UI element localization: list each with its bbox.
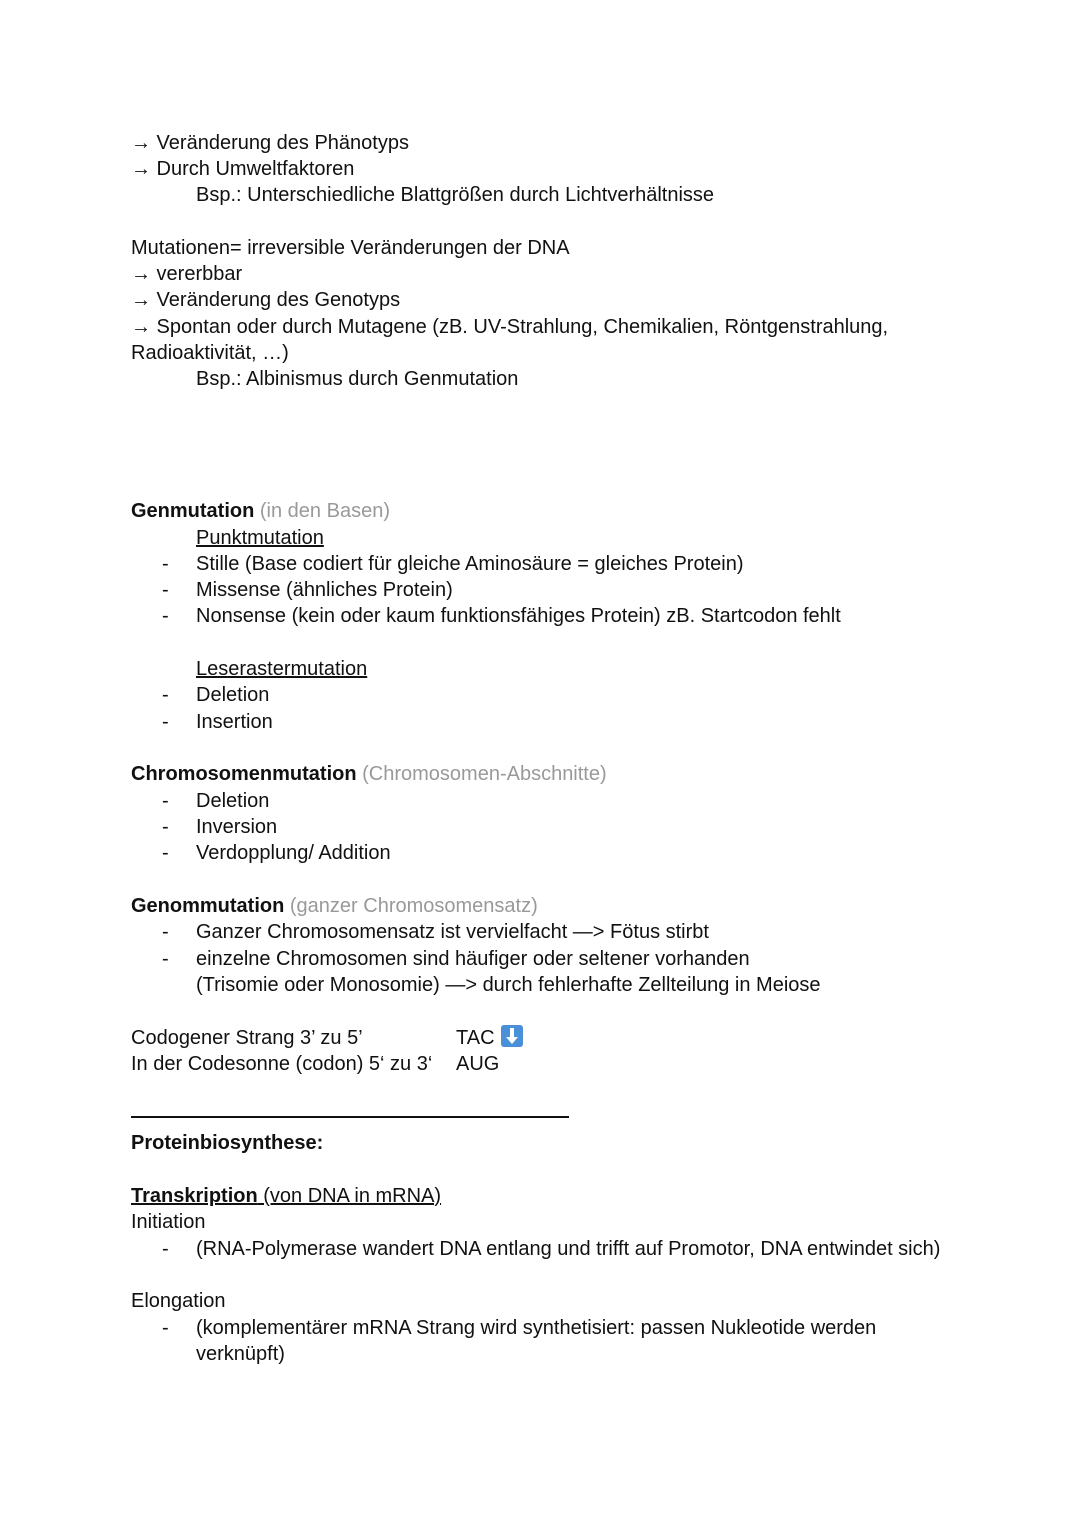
phenotype-line: → Veränderung des Phänotyps bbox=[131, 132, 409, 154]
list-dash: - bbox=[162, 579, 169, 601]
list-item: einzelne Chromosomen sind häufiger oder seltener vorhanden bbox=[196, 948, 750, 970]
down-arrow-icon bbox=[501, 1025, 523, 1047]
transkription-heading bbox=[131, 1183, 441, 1209]
list-dash: - bbox=[162, 816, 169, 838]
genommutation-heading bbox=[131, 893, 538, 919]
list-item: (komplementärer mRNA Strang wird synthetisiert: passen Nukleotide werden bbox=[196, 1317, 877, 1339]
list-item: Verdopplung/ Addition bbox=[196, 842, 391, 864]
codogenic-strand-value: TAC bbox=[456, 1027, 495, 1049]
chromosomenmutation-heading bbox=[131, 761, 607, 787]
mutagens-line: → Spontan oder durch Mutagene (zB. UV-Strahlung, Chemikalien, Röntgenstrahlung, bbox=[131, 316, 889, 338]
leserastermutation-heading: Leserastermutation bbox=[196, 658, 368, 680]
list-item: Deletion bbox=[196, 790, 270, 812]
list-dash: - bbox=[162, 790, 169, 812]
list-item: Deletion bbox=[196, 684, 270, 706]
initiation-heading: Initiation bbox=[131, 1211, 206, 1233]
genommutation-title: Genommutation bbox=[131, 895, 285, 917]
genmutation-heading bbox=[131, 498, 390, 524]
list-item: Missense (ähnliches Protein) bbox=[196, 579, 453, 601]
list-item: (RNA-Polymerase wandert DNA entlang und trifft auf Promotor, DNA entwindet sich) bbox=[196, 1238, 941, 1260]
list-item-continuation: verknüpft) bbox=[196, 1343, 285, 1365]
codogenic-strand-label: Codogener Strang 3’ zu 5’ bbox=[131, 1027, 363, 1049]
genommutation-note: (ganzer Chromosomensatz) bbox=[284, 895, 538, 917]
list-dash: - bbox=[162, 921, 169, 943]
genotype-line: → Veränderung des Genotyps bbox=[131, 289, 401, 311]
list-dash: - bbox=[162, 605, 169, 627]
genmutation-title: Genmutation bbox=[131, 500, 255, 522]
punktmutation-heading: Punktmutation bbox=[196, 527, 324, 549]
chromosomenmutation-title: Chromosomenmutation bbox=[131, 763, 357, 785]
list-item: Ganzer Chromosomensatz ist vervielfacht —> Fötus stirbt bbox=[196, 921, 709, 943]
list-dash: - bbox=[162, 684, 169, 706]
transkription-title: Transkription bbox=[131, 1185, 258, 1207]
transkription-note: (von DNA in mRNA) bbox=[257, 1185, 442, 1207]
list-dash: - bbox=[162, 553, 169, 575]
list-item: Insertion bbox=[196, 711, 273, 733]
list-dash: - bbox=[162, 842, 169, 864]
list-item: Inversion bbox=[196, 816, 278, 838]
list-dash: - bbox=[162, 948, 169, 970]
mutagens-line-cont: Radioaktivität, …) bbox=[131, 342, 289, 364]
list-dash: - bbox=[162, 711, 169, 733]
codon-value: AUG bbox=[456, 1053, 500, 1075]
list-dash: - bbox=[162, 1317, 169, 1339]
codon-label: In der Codesonne (codon) 5‘ zu 3‘ bbox=[131, 1053, 433, 1075]
divider-line bbox=[131, 1116, 569, 1118]
list-item: Stille (Base codiert für gleiche Aminosäure = gleiches Protein) bbox=[196, 553, 744, 575]
mutation-definition: Mutationen= irreversible Veränderungen der DNA bbox=[131, 237, 570, 259]
chromosomenmutation-note: (Chromosomen-Abschnitte) bbox=[356, 763, 607, 785]
list-item-continuation: (Trisomie oder Monosomie) —> durch fehlerhafte Zellteilung in Meiose bbox=[196, 974, 821, 996]
example-line: Bsp.: Unterschiedliche Blattgrößen durch Lichtverhältnisse bbox=[196, 184, 715, 206]
codogenic-strand-value-row bbox=[456, 1025, 523, 1051]
list-item: Nonsense (kein oder kaum funktionsfähiges Protein) zB. Startcodon fehlt bbox=[196, 605, 841, 627]
proteinbiosynthese-heading: Proteinbiosynthese: bbox=[131, 1132, 324, 1154]
genmutation-note: (in den Basen) bbox=[254, 500, 390, 522]
environment-line: → Durch Umweltfaktoren bbox=[131, 158, 355, 180]
elongation-heading: Elongation bbox=[131, 1290, 226, 1312]
list-dash: - bbox=[162, 1238, 169, 1260]
albinism-example: Bsp.: Albinismus durch Genmutation bbox=[196, 368, 519, 390]
heritable-line: → vererbbar bbox=[131, 263, 243, 285]
